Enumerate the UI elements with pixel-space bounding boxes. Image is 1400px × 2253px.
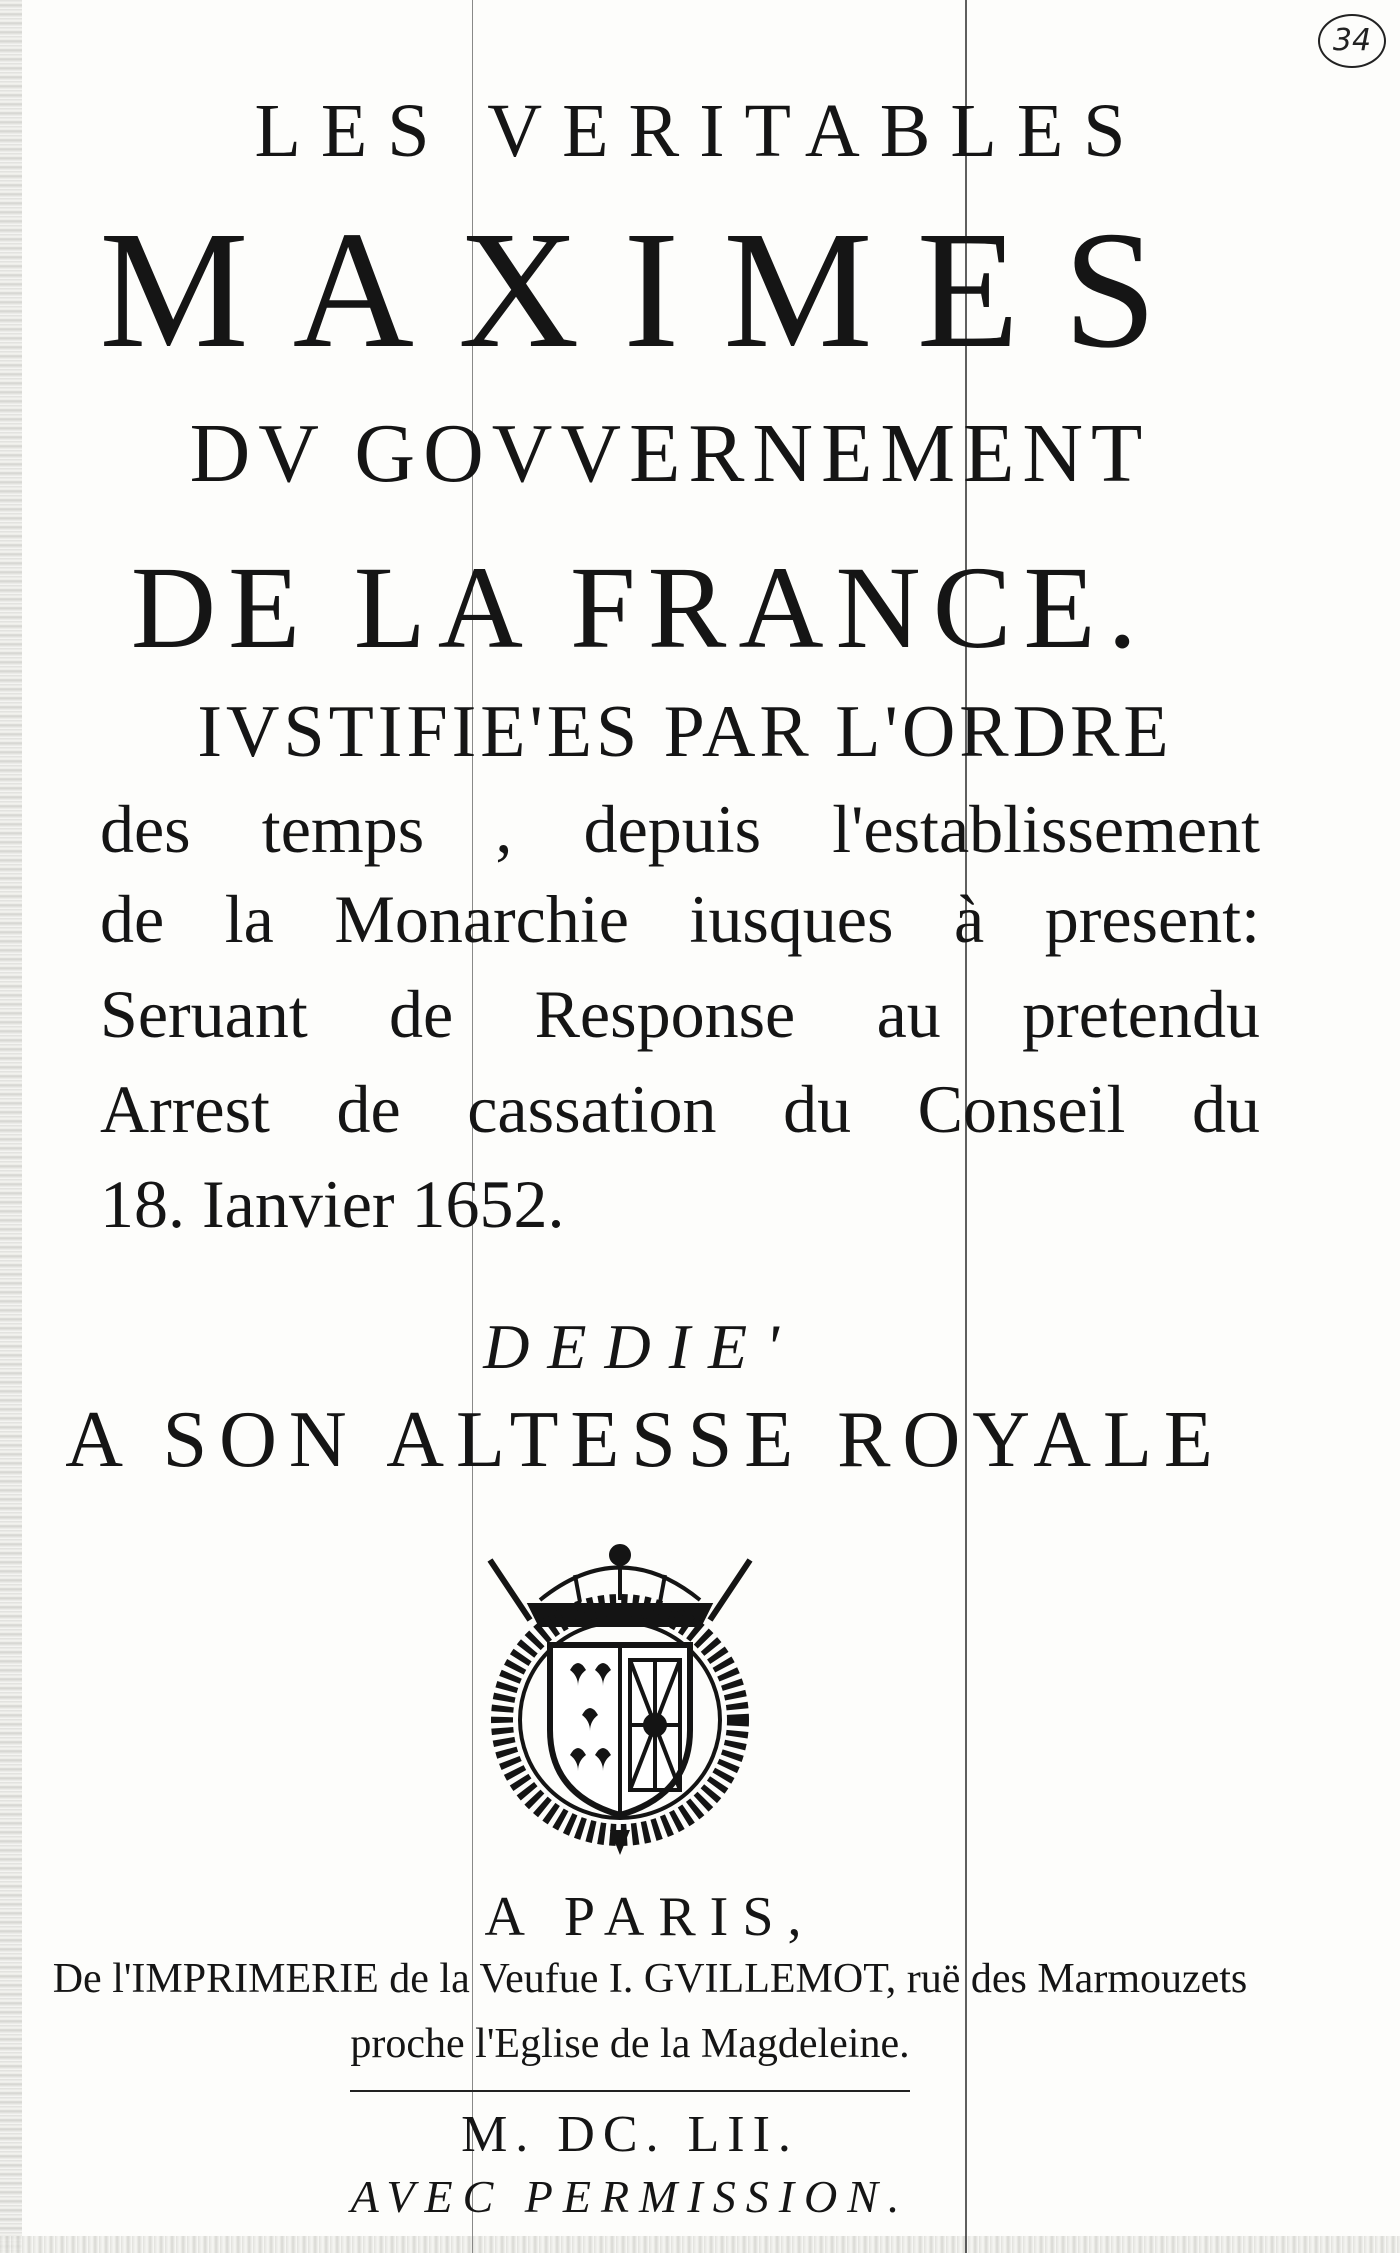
scan-edge-left [0, 0, 22, 2253]
coat-of-arms-icon [470, 1530, 770, 1860]
title-line-3: DV GOVVERNEMENT [189, 407, 1151, 500]
dedication-recipient: A SON ALTESSE ROYALE [65, 1396, 1225, 1484]
body-line-4: Arrest de cassation du Conseil du [100, 1071, 1260, 1147]
body-line-1: des temps , depuis l'establissement [100, 791, 1260, 867]
body-line-5: 18. Ianvier 1652. [100, 1166, 565, 1242]
imprint-city: A PARIS, [484, 1886, 816, 1948]
scan-edge-bottom [0, 2236, 1400, 2253]
title-line-4: DE LA FRANCE. [130, 542, 1150, 673]
dedication-heading: DEDIE' [483, 1311, 797, 1382]
folio-number: 34 [1318, 14, 1386, 68]
body-line-3: Seruant de Response au pretendu [100, 976, 1260, 1052]
imprint-year: M. DC. LII. [461, 2106, 799, 2163]
divider-rule [350, 2090, 910, 2092]
title-line-2: MAXIMES [99, 197, 1201, 383]
crown-icon [490, 1546, 750, 1625]
imprint-printer: De l'IMPRIMERIE de la Veufue I. GVILLEMOT, ruë des Marmouzets [52, 1956, 1248, 2002]
imprint-address: proche l'Eglise de la Magdeleine. [350, 2021, 910, 2067]
title-line-1: LES VERITABLES [254, 89, 1146, 173]
imprint-permission: AVEC PERMISSION. [350, 2171, 910, 2222]
chain-icon [630, 1660, 680, 1790]
title-line-5: IVSTIFIE'ES PAR L'ORDRE [197, 691, 1173, 773]
body-line-2: de la Monarchie iusques à present: [100, 881, 1260, 957]
